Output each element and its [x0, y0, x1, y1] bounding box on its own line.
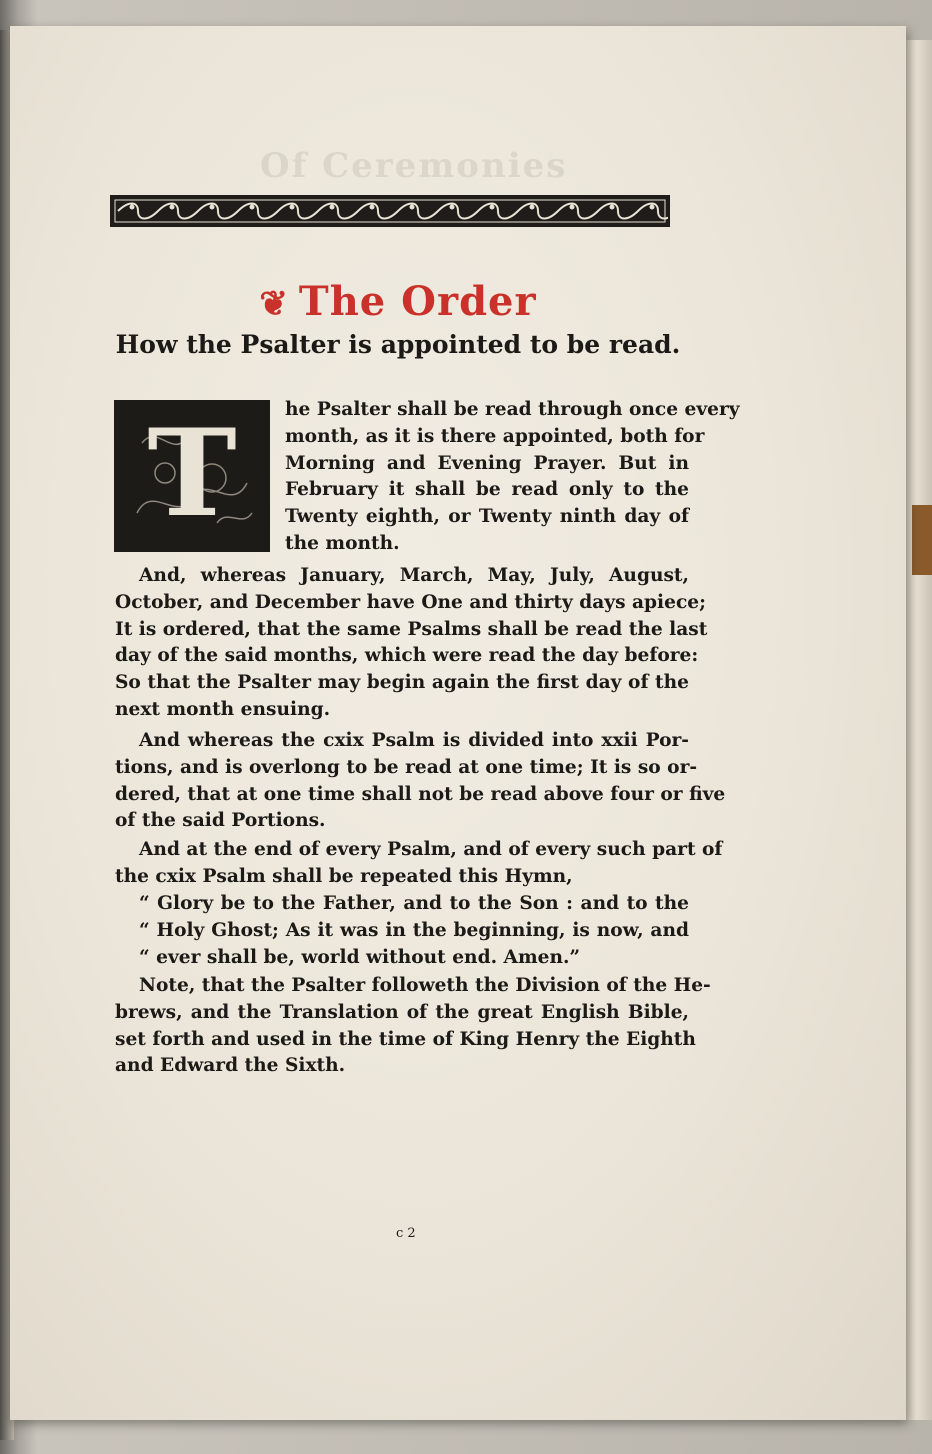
text-line: It is ordered, that the same Psalms shall be read the last — [115, 618, 708, 640]
paragraph-1 — [115, 397, 740, 558]
text-line: dered, that at one time shall not be read above four or five — [115, 783, 726, 805]
text-line: Twenty eighth, or Twenty ninth day of — [285, 506, 689, 528]
ribbon-marker — [912, 505, 932, 575]
paragraph-2 — [115, 563, 708, 724]
show-through-text: Of Ceremonies — [260, 146, 568, 186]
fleuron-icon: ❦ — [259, 284, 289, 324]
text-line: and Edward the Sixth. — [115, 1055, 346, 1077]
page-title — [0, 278, 796, 325]
text-line: And, whereas January, March, May, July, August, — [139, 565, 689, 586]
text-line: the cxix Psalm shall be repeated this Hymn, — [115, 865, 573, 887]
text-line: set forth and used in the time of King Henry the Eighth — [115, 1028, 696, 1050]
text-line: the month. — [285, 532, 400, 554]
paragraph-3 — [115, 728, 726, 835]
text-line: month, as it is there appointed, both for — [285, 425, 705, 447]
text-line: “ Glory be to the Father, and to the Son : and to the — [139, 893, 689, 914]
page-stack-edge — [906, 40, 932, 1420]
drop-cap-letter: T — [147, 403, 237, 544]
text-line: of the said Portions. — [115, 810, 326, 832]
text-line: “ ever shall be, world without end. Amen.” — [139, 946, 581, 968]
text-line: February it shall be read only to the — [285, 479, 689, 501]
page-subtitle: How the Psalter is appointed to be read. — [115, 330, 681, 359]
text-line: October, and December have One and thirty days apiece; — [115, 591, 706, 613]
ornamental-headband — [110, 195, 670, 227]
text-line: Morning and Evening Prayer. But in — [285, 452, 689, 474]
text-line: tions, and is overlong to be read at one time; It is so or- — [115, 756, 698, 778]
title-text: The Order — [298, 278, 537, 325]
paragraph-5 — [115, 973, 711, 1080]
text-line: And whereas the cxix Psalm is divided into xxii Por- — [139, 730, 689, 751]
text-line: And at the end of every Psalm, and of every such part of — [139, 839, 723, 860]
hymn-quote — [115, 891, 689, 971]
text-line: he Psalter shall be read through once every — [285, 399, 740, 420]
text-line: day of the said months, which were read the day before: — [115, 645, 699, 667]
text-line: “ Holy Ghost; As it was in the beginning, is now, and — [139, 919, 689, 941]
text-line: next month ensuing. — [115, 698, 331, 720]
text-line: So that the Psalter may begin again the first day of the — [115, 672, 689, 694]
signature-mark: c 2 — [396, 1226, 416, 1241]
paragraph-4 — [115, 837, 723, 891]
text-line: Note, that the Psalter followeth the Division of the He- — [139, 975, 711, 996]
text-line: brews, and the Translation of the great English Bible, — [115, 1001, 689, 1023]
